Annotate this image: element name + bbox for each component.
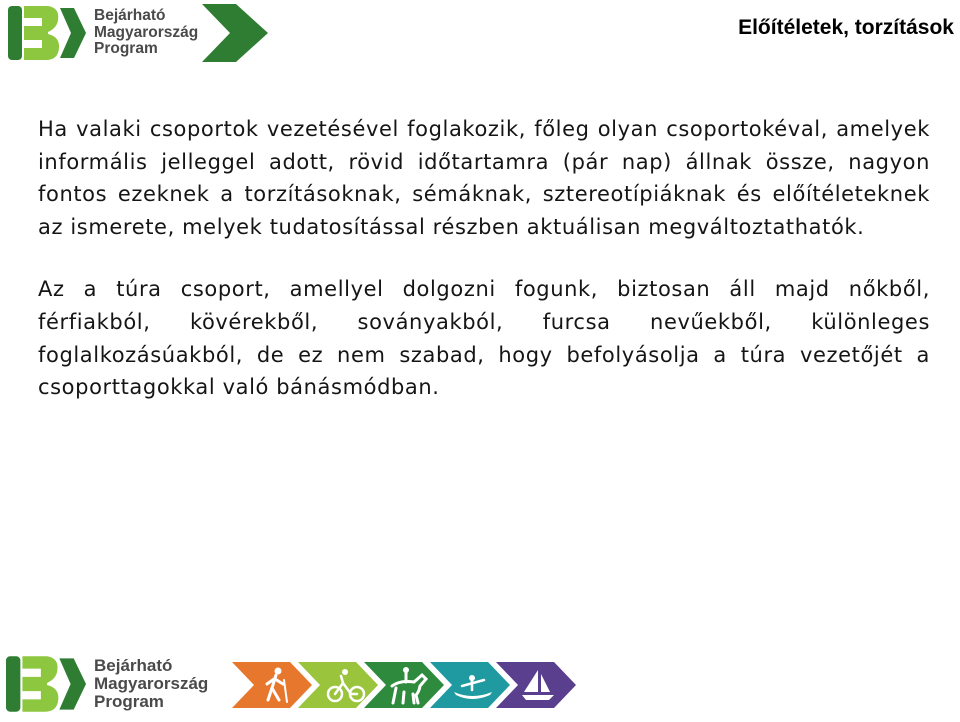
logo-line-2: Magyarország xyxy=(94,23,199,41)
logo-wordmark xyxy=(94,8,198,57)
logo-line-1: Bejárható xyxy=(94,7,166,25)
footer-logo-line-1: Bejárható xyxy=(94,655,173,675)
logo-mark-icon xyxy=(8,4,86,62)
footer-logo-line-3: Program xyxy=(94,692,164,711)
slide-title: Előítéletek, torzítások xyxy=(738,16,954,39)
hiking-icon xyxy=(232,662,312,708)
body-text xyxy=(38,113,930,404)
activity-icon-strip xyxy=(232,662,584,708)
footer-logo-line-2: Magyarország xyxy=(94,673,209,693)
footer-logo-mark-icon xyxy=(6,654,86,714)
footer-logo-wordmark xyxy=(94,657,208,711)
paragraph-1: Ha valaki csoportok vezetésével foglakozik, főleg olyan csoportokéval, amelyek informális jelleggel adott, rövid időtartamra (pár nap) állnak össze, nagyon fontos ezeknek a torzításoknak, sémáknak, sztereotípiáknak és előítéleteknek az ismerete, melyek tudatosítással részben aktuálisan megváltoztathatók. xyxy=(38,117,930,239)
footer-logo xyxy=(6,654,208,714)
paragraph-2: Az a túra csoport, amellyel dolgozni fogunk, biztosan áll majd nőkből, férfiakból, kövérekből, soványakból, furcsa nevűekből, különleges foglalkozásúakból, de ez nem szabad, hogy befolyásolja a túra vezetőjét a csoporttagokkal való bánásmódban. xyxy=(38,277,930,400)
logo-line-3: Program xyxy=(94,40,158,58)
logo-chevron-icon xyxy=(202,4,268,62)
program-logo xyxy=(8,4,268,62)
